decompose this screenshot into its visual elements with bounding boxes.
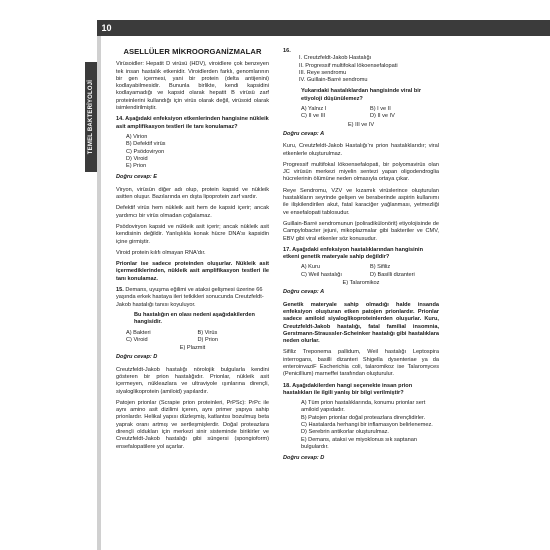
note: Defektif virüs hem nükleik asit hem de kapsid içerir; ancak yardımcı bir virüs olmadan çoğalamaz. xyxy=(116,205,269,219)
q16-stem: Yukarıdaki hastalıklardan hangisinde viral bir etiyoloji düşünülemez? xyxy=(301,88,422,102)
option: A) Kuru xyxy=(301,264,320,271)
left-column xyxy=(116,48,269,455)
q18-options xyxy=(301,400,439,451)
answer-16: Doğru cevap: A xyxy=(283,130,325,137)
side-tab-label xyxy=(85,62,97,172)
option: E) Plazmit xyxy=(179,345,206,352)
option: A) Tüm prion hastalıklarında, konumu prionlar sert amiloid yapıdadır. xyxy=(301,400,426,414)
option: E) Talaromikoz xyxy=(342,280,380,287)
q16-options xyxy=(301,106,439,121)
explanation: Creutzfeldt-Jakob hastalığı nörolojik bulgularla kendini gösteren bir prion hastalığıdır. Prionlar, nükleik asit içermeyen, nükleazlara ve ultraviyole ışınlarına dirençli, siyaloglikoprotein (amiloid) yapılardır. xyxy=(116,366,269,395)
q15-stem: Bu hastalığın en olası nedeni aşağıdakilerden hangisidir. xyxy=(134,311,255,326)
option: B) I ve II xyxy=(370,106,391,113)
prion-note: Patojen prionlar (Scrapie prion proteinleri, PrPSc): PrPc ile aynı amino asit dizilimi içeren, aynı primer yapıya sahip prionlardır. Helikal yapısı düzleşmiş, katlantısı bozulmuş beta yaprak oranı artmış ve sertleşmişlerdir. Doğal proteazlara dirençli oldukları için merkezi sinir sisteminde birikirler ve Creutzfeldt-Jakob hastalığı gibi süngersi (spongioform) ensefalopatilere yol açarlar. xyxy=(116,399,269,450)
option: D) Prion xyxy=(197,336,219,343)
note: Viryon, virüsün diğer adı olup, protein kapsid ve nükleik asitten oluşur. Bazılarında en dışta lipoprotein zarf vardır. xyxy=(116,186,269,201)
q16-items xyxy=(299,55,439,84)
note: Reye Sendromu, VZV ve kızamık virüslerince oluşturulan hastalıkların seyrinde gelişen ve beraberinde aspirin kullanımı ile ilişkilendirilen akut, fatal karaciğer yağlanması, yetmezliği ve ensefalopati tablosudur. xyxy=(283,187,439,216)
top-bar xyxy=(101,20,550,36)
note: Prionlar ise sadece proteinden oluşurlar. Nükleik asit içermediklerinden, nükleik asit amplifikasyon testleri ile tanı konulamaz. xyxy=(116,261,269,282)
option: A) Virion xyxy=(126,133,148,140)
option: D) Viroid xyxy=(126,155,148,162)
option: C) Viroid xyxy=(126,336,148,343)
item: II. Progressif multifokal lökoensefalopati xyxy=(299,62,398,69)
question-number: 14. xyxy=(116,116,124,123)
question-case: Demans, uyuşma eğilimi ve ataksi gelişmesi üzerine 66 yaşında erkek hastaya ileri tetkikleri sonucunda Creutzfeldt-Jakob hastalığı tanısı koyuluyor. xyxy=(116,287,264,308)
question-15 xyxy=(116,287,269,309)
note: Guillain-Barré sendromunun (poliradikülonörit) etiyolojisinde de Campylobacter jejuni, mikoplazmalar gibi bakteriler ve CMV, EBV gibi viral etkenler söz konusudur. xyxy=(283,220,439,242)
intro-paragraph: Virüsoidler: Hepatit D virüsü (HDV), viroidlere çok benzeyen tek insan hastalık etkenidir. Viroidlerden farklı, genomlarının bir gen içermesi, yani bir protein (delta antijenini) kodlayabilmesidir. Bununla birlikte, kendi kapsidini kodlayamadığı ve kapsid olarak hepatit B virüsü zarf proteinlerini kullandığı için virüs olarak değil, virüsoid olarak isimlendirilmiştir. xyxy=(116,61,269,112)
note: Progressif multifokal lökoensefalopati, bir polyomavirüs olan JC virüsün merkezi miyelin sentezi yapan oligodendroglia hücrelerinin ölümüne neden olmasıyla ortaya çıkar. xyxy=(283,161,439,183)
question-stem: Aşağıdaki enfeksiyon hastalıklarından hangisinin etkeni genetik materyale sahip değildir? xyxy=(283,246,424,261)
item: III. Reye sendromu xyxy=(299,69,347,76)
note: Psödoviryon kapsid ve nükleik asit içerir; ancak nükleik asit kendisinin değildir. Yanlışlıkla konak hücre DNA'sı kapsidin içine girmiştir. xyxy=(116,223,269,245)
q15-options xyxy=(126,330,269,345)
option: E) Prion xyxy=(126,163,147,170)
question-14 xyxy=(116,116,269,131)
side-tab-text: TEMEL BAKTERİYOLOJİ xyxy=(88,79,94,155)
question-stem: Aşağıdaki enfeksiyon etkenlerinden hangisine nükleik asit amplifikasyon testleri ile tanı konulamaz? xyxy=(116,116,269,130)
side-strip xyxy=(97,36,101,550)
option: A) Bakteri xyxy=(126,329,151,336)
answer-15: Doğru cevap: D xyxy=(116,354,158,361)
option: B) Virüs xyxy=(197,329,218,336)
question-stem: Aşağıdakilerden hangi seçenekte insan prion hastalıkları ile ilgili yanlış bir bilgi verilmiştir? xyxy=(283,382,413,396)
option: B) Defektif virüs xyxy=(126,141,166,148)
option: B) Sifiliz xyxy=(370,264,391,271)
option: A) Yalnız I xyxy=(301,106,327,113)
question-number: 18. xyxy=(283,382,291,389)
note: Genetik materyale sahip olmadığı halde insanda enfeksiyon oluşturan etken patojen prionlardır. Prionlar sadece amiloid siyaloglikoproteinlerden oluşurlar. Kuru, Creutzfeldt-Jakob hastalığı, fatal familial insomnia, Gerstmann-Straussler-Scheinker hastalığı gibi hastalıklara neden olurlar. xyxy=(283,301,439,345)
question-number: 17. xyxy=(283,246,291,253)
option: E) III ve IV xyxy=(347,121,375,128)
q14-options xyxy=(126,134,269,170)
option: C) Weil hastalığı xyxy=(301,271,342,278)
question-16-number: 16. xyxy=(283,48,291,54)
note: Kuru, Creutzfeldt-Jakob Hastalığı’nı prion hastalıklarıdır; viral etkenlerle oluşturulmaz. xyxy=(283,143,439,157)
option: B) Patojen prionlar doğal proteazlara dirençlidirler. xyxy=(301,414,426,421)
option: C) II ve III xyxy=(301,113,326,120)
question-17 xyxy=(283,247,439,262)
page-title: ASELLÜLER MİKROORGANİZMALAR xyxy=(123,47,262,56)
option: E) Demans, ataksi ve miyoklonus sık saptanan bulgulardır. xyxy=(301,436,417,450)
answer-17: Doğru cevap: A xyxy=(283,289,325,296)
option: D) II ve IV xyxy=(370,113,395,120)
question-number: 15. xyxy=(116,287,124,294)
right-column xyxy=(283,48,439,468)
question-18 xyxy=(283,383,439,398)
note: Sifiliz Treponema pallidum, Weil hastalığı Leptospira interrogans, basilli dizanteri Shigella dysenteriae ya da enteroinvaziF Escherichia coli, talaromikoz ise Talaromyces (Penicillium) marneffei tarafından oluşturulur. xyxy=(283,349,439,378)
option: C) Psödoviryon xyxy=(126,148,165,155)
q17-options xyxy=(301,264,439,279)
answer-18: Doğru cevap: D xyxy=(283,455,325,462)
item: I. Creutzfeldt-Jakob Hastalığı xyxy=(299,55,372,62)
option: D) Basilli dizanteri xyxy=(370,271,415,278)
note: Viroid protein kılıfı olmayan RNA'dır. xyxy=(116,249,206,256)
option: D) Serebrin antikorlar oluşturulmaz. xyxy=(301,429,389,436)
page-number: 10 xyxy=(97,20,116,36)
item: IV. Guillain-Barré sendromu xyxy=(299,77,368,84)
option: C) Hastalarda herhangi bir inflamasyon belirlenemez. xyxy=(301,422,433,429)
answer-14: Doğru cevap: E xyxy=(116,174,158,181)
